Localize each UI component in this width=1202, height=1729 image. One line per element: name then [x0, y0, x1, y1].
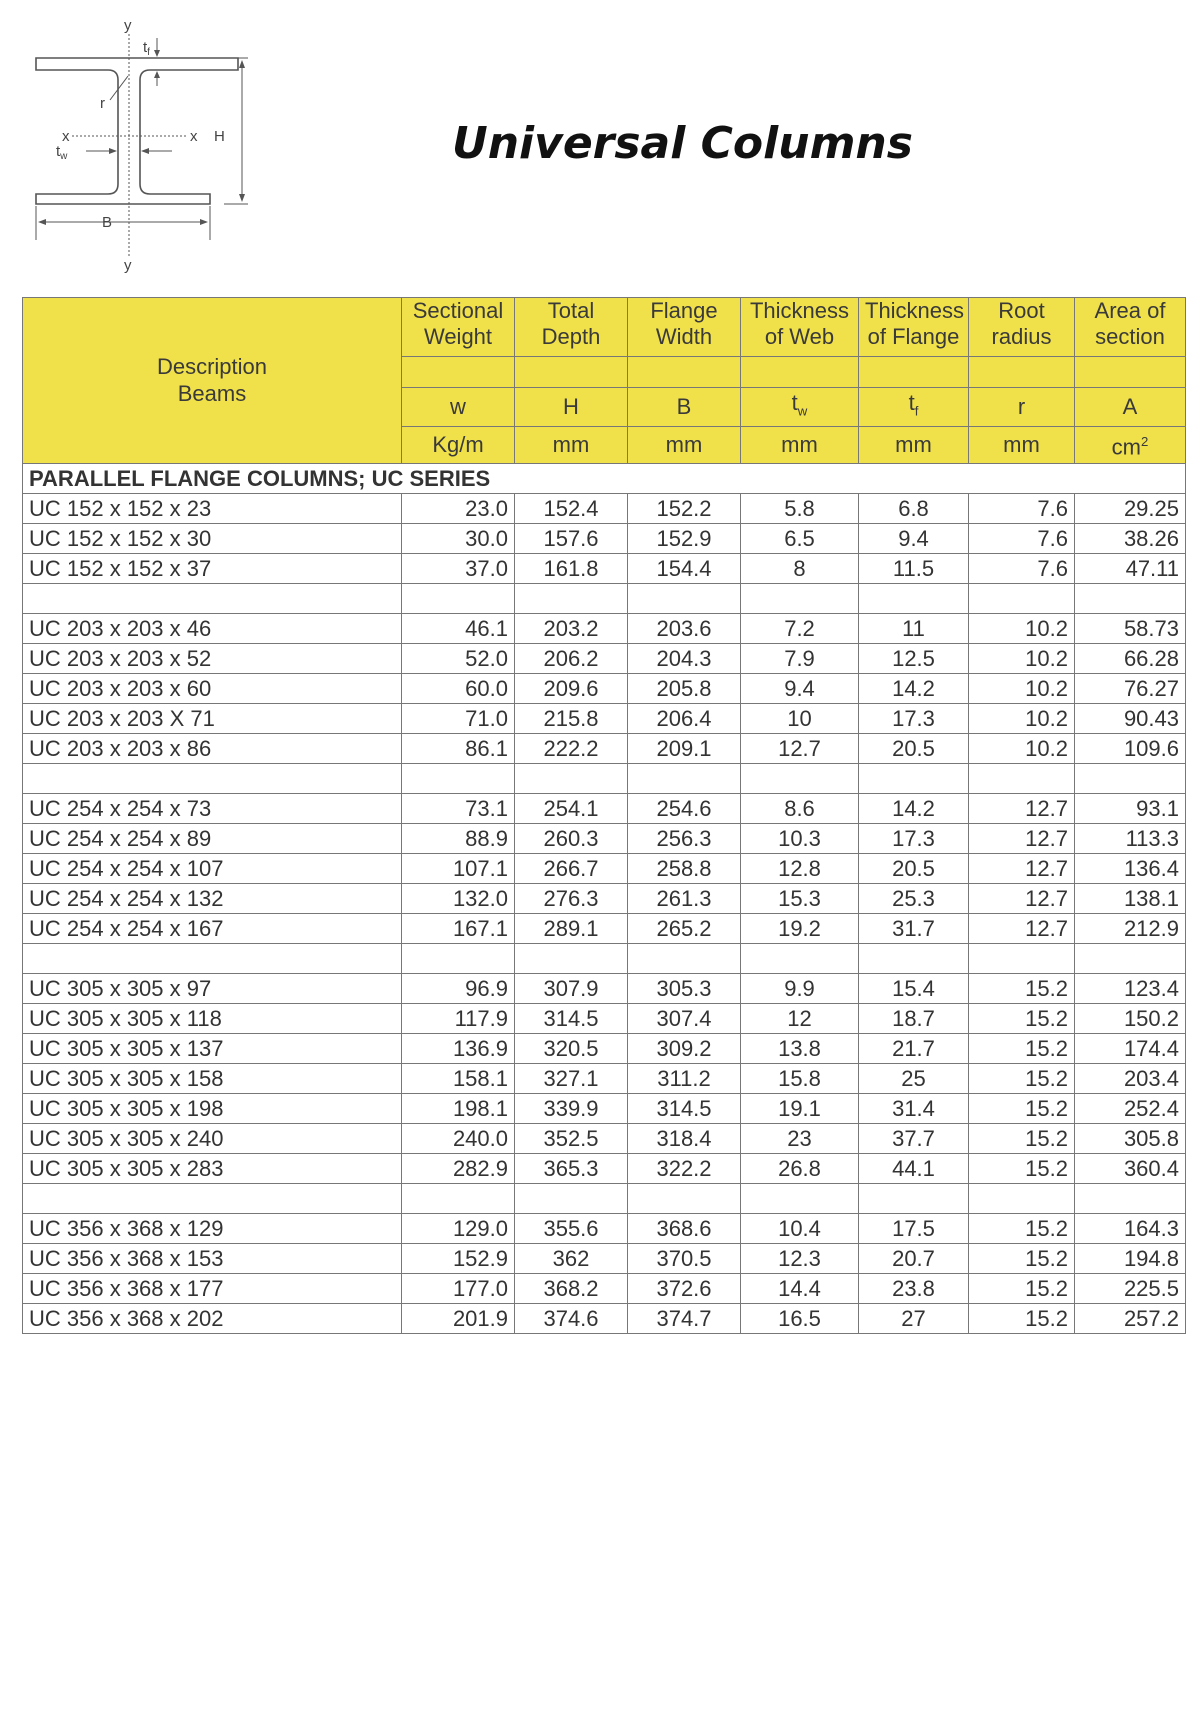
cell-designation: UC 203 x 203 x 86: [23, 733, 402, 763]
cell-flange-thickness: 11.5: [859, 553, 969, 583]
header-unit: mm: [741, 427, 859, 463]
header-unit: mm: [969, 427, 1075, 463]
cell-designation: UC 254 x 254 x 89: [23, 823, 402, 853]
table-row: [23, 613, 1186, 643]
spacer-cell: [969, 763, 1075, 793]
cell-weight: 23.0: [402, 493, 515, 523]
table-row: [23, 1093, 1186, 1123]
spacer-cell: [515, 763, 628, 793]
cell-root-radius: 7.6: [969, 553, 1075, 583]
cell-designation: UC 254 x 254 x 132: [23, 883, 402, 913]
cell-designation: UC 356 x 368 x 177: [23, 1273, 402, 1303]
spacer-cell: [515, 583, 628, 613]
table-row: [23, 823, 1186, 853]
cell-web-thickness: 9.4: [741, 673, 859, 703]
header-symbol: B: [628, 388, 741, 427]
table-row: [23, 703, 1186, 733]
cell-width: 309.2: [628, 1033, 741, 1063]
cell-root-radius: 15.2: [969, 1063, 1075, 1093]
cell-root-radius: 10.2: [969, 703, 1075, 733]
spacer-cell: [23, 1183, 402, 1213]
cell-weight: 282.9: [402, 1153, 515, 1183]
spacer-cell: [628, 583, 741, 613]
cell-root-radius: 7.6: [969, 523, 1075, 553]
cell-root-radius: 15.2: [969, 1153, 1075, 1183]
label-y-top: y: [124, 17, 132, 34]
header-symbol: w: [402, 388, 515, 427]
spacer-cell: [741, 1183, 859, 1213]
cell-width: 209.1: [628, 733, 741, 763]
label-y-bottom: y: [124, 257, 132, 274]
table-row: [23, 883, 1186, 913]
cell-width: 204.3: [628, 643, 741, 673]
cell-width: 256.3: [628, 823, 741, 853]
table-row: [23, 733, 1186, 763]
cell-width: 203.6: [628, 613, 741, 643]
cell-width: 307.4: [628, 1003, 741, 1033]
header-root-radius: Root radius: [969, 298, 1075, 357]
cell-flange-thickness: 31.7: [859, 913, 969, 943]
spacer-cell: [23, 583, 402, 613]
cell-area: 109.6: [1075, 733, 1186, 763]
cell-weight: 152.9: [402, 1243, 515, 1273]
cell-area: 66.28: [1075, 643, 1186, 673]
cell-flange-thickness: 23.8: [859, 1273, 969, 1303]
spacer-row: [23, 583, 1186, 613]
label-h: H: [214, 128, 225, 145]
cell-flange-thickness: 17.3: [859, 703, 969, 733]
label-x-left: x: [62, 128, 70, 145]
cell-depth: 365.3: [515, 1153, 628, 1183]
header-blank: [402, 357, 515, 388]
cell-area: 150.2: [1075, 1003, 1186, 1033]
cell-root-radius: 15.2: [969, 973, 1075, 1003]
spacer-cell: [969, 943, 1075, 973]
cell-designation: UC 356 x 368 x 129: [23, 1213, 402, 1243]
table-row: [23, 553, 1186, 583]
cell-web-thickness: 12.3: [741, 1243, 859, 1273]
spacer-cell: [515, 1183, 628, 1213]
cell-width: 318.4: [628, 1123, 741, 1153]
spacer-cell: [859, 583, 969, 613]
spacer-row: [23, 763, 1186, 793]
header-blank: [859, 357, 969, 388]
cell-flange-thickness: 11: [859, 613, 969, 643]
cell-width: 265.2: [628, 913, 741, 943]
spacer-cell: [628, 1183, 741, 1213]
cell-weight: 73.1: [402, 793, 515, 823]
cell-designation: UC 203 x 203 x 46: [23, 613, 402, 643]
header-blank: [969, 357, 1075, 388]
cell-designation: UC 305 x 305 x 158: [23, 1063, 402, 1093]
cell-web-thickness: 12.8: [741, 853, 859, 883]
spacer-cell: [402, 583, 515, 613]
cell-flange-thickness: 21.7: [859, 1033, 969, 1063]
cell-designation: UC 152 x 152 x 30: [23, 523, 402, 553]
cell-area: 93.1: [1075, 793, 1186, 823]
spacer-cell: [741, 943, 859, 973]
header-area-section: Area of section: [1075, 298, 1186, 357]
cell-designation: UC 254 x 254 x 167: [23, 913, 402, 943]
cell-web-thickness: 15.8: [741, 1063, 859, 1093]
cell-root-radius: 7.6: [969, 493, 1075, 523]
cell-width: 258.8: [628, 853, 741, 883]
cell-designation: UC 305 x 305 x 283: [23, 1153, 402, 1183]
cell-depth: 222.2: [515, 733, 628, 763]
spacer-cell: [969, 1183, 1075, 1213]
cell-weight: 46.1: [402, 613, 515, 643]
cell-depth: 260.3: [515, 823, 628, 853]
label-b: B: [102, 214, 113, 231]
cell-flange-thickness: 15.4: [859, 973, 969, 1003]
header-symbol: H: [515, 388, 628, 427]
table-row: [23, 1123, 1186, 1153]
cell-root-radius: 15.2: [969, 1123, 1075, 1153]
cell-web-thickness: 6.5: [741, 523, 859, 553]
cell-flange-thickness: 44.1: [859, 1153, 969, 1183]
cell-width: 205.8: [628, 673, 741, 703]
spacer-cell: [969, 583, 1075, 613]
spacer-cell: [402, 943, 515, 973]
table-row: [23, 1273, 1186, 1303]
header-unit: mm: [859, 427, 969, 463]
cell-width: 154.4: [628, 553, 741, 583]
cell-depth: 266.7: [515, 853, 628, 883]
label-tw: $t_w$: [56, 143, 68, 162]
cell-depth: 314.5: [515, 1003, 628, 1033]
cell-depth: 374.6: [515, 1303, 628, 1333]
spacer-row: [23, 943, 1186, 973]
spacer-cell: [859, 763, 969, 793]
header-symbol: A: [1075, 388, 1186, 427]
cell-weight: 198.1: [402, 1093, 515, 1123]
cell-root-radius: 12.7: [969, 793, 1075, 823]
cell-width: 314.5: [628, 1093, 741, 1123]
cell-weight: 129.0: [402, 1213, 515, 1243]
cell-flange-thickness: 9.4: [859, 523, 969, 553]
label-x-right: x: [190, 128, 198, 145]
cell-designation: UC 203 x 203 x 52: [23, 643, 402, 673]
cell-depth: 203.2: [515, 613, 628, 643]
spacer-cell: [859, 1183, 969, 1213]
header-blank: [628, 357, 741, 388]
header-blank: [515, 357, 628, 388]
header-blank: [741, 357, 859, 388]
spacer-cell: [741, 583, 859, 613]
cell-web-thickness: 8.6: [741, 793, 859, 823]
cell-area: 90.43: [1075, 703, 1186, 733]
cell-weight: 60.0: [402, 673, 515, 703]
cell-depth: 307.9: [515, 973, 628, 1003]
cell-area: 225.5: [1075, 1273, 1186, 1303]
cell-depth: 355.6: [515, 1213, 628, 1243]
cell-area: 47.11: [1075, 553, 1186, 583]
cell-designation: UC 305 x 305 x 97: [23, 973, 402, 1003]
label-r: r: [100, 95, 105, 112]
spacer-cell: [1075, 1183, 1186, 1213]
spacer-cell: [515, 943, 628, 973]
cell-depth: 215.8: [515, 703, 628, 733]
cell-designation: UC 356 x 368 x 153: [23, 1243, 402, 1273]
spacer-cell: [741, 763, 859, 793]
cell-weight: 52.0: [402, 643, 515, 673]
cell-depth: 209.6: [515, 673, 628, 703]
cell-designation: UC 305 x 305 x 198: [23, 1093, 402, 1123]
table-row: [23, 913, 1186, 943]
cell-root-radius: 10.2: [969, 613, 1075, 643]
cell-root-radius: 15.2: [969, 1213, 1075, 1243]
cell-flange-thickness: 20.5: [859, 733, 969, 763]
table-row: [23, 1063, 1186, 1093]
cell-root-radius: 15.2: [969, 1093, 1075, 1123]
cell-root-radius: 15.2: [969, 1243, 1075, 1273]
cell-depth: 161.8: [515, 553, 628, 583]
cell-area: 138.1: [1075, 883, 1186, 913]
cell-web-thickness: 7.2: [741, 613, 859, 643]
cell-flange-thickness: 18.7: [859, 1003, 969, 1033]
cell-area: 252.4: [1075, 1093, 1186, 1123]
cell-web-thickness: 26.8: [741, 1153, 859, 1183]
header-sectional-weight: Sectional Weight: [402, 298, 515, 357]
cell-flange-thickness: 25: [859, 1063, 969, 1093]
cell-area: 203.4: [1075, 1063, 1186, 1093]
cell-area: 38.26: [1075, 523, 1186, 553]
cell-designation: UC 305 x 305 x 137: [23, 1033, 402, 1063]
cell-width: 311.2: [628, 1063, 741, 1093]
cell-web-thickness: 16.5: [741, 1303, 859, 1333]
spacer-cell: [1075, 583, 1186, 613]
spacer-cell: [402, 763, 515, 793]
cell-root-radius: 12.7: [969, 823, 1075, 853]
label-tf: $t_f$: [143, 39, 150, 58]
cell-designation: UC 356 x 368 x 202: [23, 1303, 402, 1333]
cell-width: 374.7: [628, 1303, 741, 1333]
universal-columns-table: [22, 297, 1186, 1334]
cell-flange-thickness: 20.5: [859, 853, 969, 883]
table-row: [23, 1303, 1186, 1333]
cell-root-radius: 12.7: [969, 853, 1075, 883]
cell-depth: 157.6: [515, 523, 628, 553]
table-row: [23, 1243, 1186, 1273]
cell-web-thickness: 12.7: [741, 733, 859, 763]
cell-depth: 289.1: [515, 913, 628, 943]
section-title: PARALLEL FLANGE COLUMNS; UC SERIES: [23, 463, 1186, 493]
cell-weight: 30.0: [402, 523, 515, 553]
cell-area: 305.8: [1075, 1123, 1186, 1153]
cell-weight: 132.0: [402, 883, 515, 913]
cell-width: 368.6: [628, 1213, 741, 1243]
cell-designation: UC 152 x 152 x 23: [23, 493, 402, 523]
cell-root-radius: 12.7: [969, 913, 1075, 943]
cell-web-thickness: 5.8: [741, 493, 859, 523]
cell-weight: 88.9: [402, 823, 515, 853]
cell-depth: 327.1: [515, 1063, 628, 1093]
table-row: [23, 793, 1186, 823]
cell-area: 194.8: [1075, 1243, 1186, 1273]
cell-weight: 177.0: [402, 1273, 515, 1303]
cell-width: 322.2: [628, 1153, 741, 1183]
spacer-cell: [23, 763, 402, 793]
cell-area: 123.4: [1075, 973, 1186, 1003]
cell-width: 152.2: [628, 493, 741, 523]
cell-depth: 254.1: [515, 793, 628, 823]
spacer-cell: [402, 1183, 515, 1213]
cell-flange-thickness: 6.8: [859, 493, 969, 523]
cell-area: 174.4: [1075, 1033, 1186, 1063]
header-flange-width: Flange Width: [628, 298, 741, 357]
cell-width: 372.6: [628, 1273, 741, 1303]
table-header: [23, 298, 1186, 464]
cell-root-radius: 15.2: [969, 1303, 1075, 1333]
cell-designation: UC 152 x 152 x 37: [23, 553, 402, 583]
cell-depth: 368.2: [515, 1273, 628, 1303]
cell-designation: UC 203 x 203 X 71: [23, 703, 402, 733]
header-unit: mm: [515, 427, 628, 463]
cell-weight: 167.1: [402, 913, 515, 943]
cell-weight: 37.0: [402, 553, 515, 583]
cell-flange-thickness: 25.3: [859, 883, 969, 913]
table-row: [23, 673, 1186, 703]
cell-area: 58.73: [1075, 613, 1186, 643]
cell-weight: 107.1: [402, 853, 515, 883]
spacer-cell: [1075, 763, 1186, 793]
cell-area: 164.3: [1075, 1213, 1186, 1243]
cell-depth: 320.5: [515, 1033, 628, 1063]
cell-width: 254.6: [628, 793, 741, 823]
table-row: [23, 493, 1186, 523]
cell-designation: UC 305 x 305 x 240: [23, 1123, 402, 1153]
cell-root-radius: 10.2: [969, 733, 1075, 763]
cell-root-radius: 15.2: [969, 1003, 1075, 1033]
cell-weight: 96.9: [402, 973, 515, 1003]
cell-weight: 71.0: [402, 703, 515, 733]
cell-flange-thickness: 14.2: [859, 673, 969, 703]
table-row: [23, 1033, 1186, 1063]
cell-weight: 117.9: [402, 1003, 515, 1033]
cell-flange-thickness: 14.2: [859, 793, 969, 823]
cell-web-thickness: 7.9: [741, 643, 859, 673]
header-thickness-flange: Thickness of Flange: [859, 298, 969, 357]
header-unit: $cm^2$: [1075, 427, 1186, 463]
cell-area: 212.9: [1075, 913, 1186, 943]
cell-root-radius: 15.2: [969, 1033, 1075, 1063]
cell-root-radius: 10.2: [969, 673, 1075, 703]
cell-area: 76.27: [1075, 673, 1186, 703]
table-row: [23, 973, 1186, 1003]
cell-area: 360.4: [1075, 1153, 1186, 1183]
cell-depth: 362: [515, 1243, 628, 1273]
cell-web-thickness: 10.4: [741, 1213, 859, 1243]
cell-root-radius: 12.7: [969, 883, 1075, 913]
cell-depth: 206.2: [515, 643, 628, 673]
cell-web-thickness: 14.4: [741, 1273, 859, 1303]
header-symbol: r: [969, 388, 1075, 427]
cell-width: 370.5: [628, 1243, 741, 1273]
spacer-row: [23, 1183, 1186, 1213]
table-row: [23, 1213, 1186, 1243]
spacer-cell: [23, 943, 402, 973]
cell-area: 29.25: [1075, 493, 1186, 523]
header-total-depth: Total Depth: [515, 298, 628, 357]
cell-web-thickness: 10.3: [741, 823, 859, 853]
cell-web-thickness: 19.2: [741, 913, 859, 943]
table-body: [23, 463, 1186, 1333]
header-symbol: $t_f$: [859, 388, 969, 427]
cell-flange-thickness: 17.5: [859, 1213, 969, 1243]
cell-width: 261.3: [628, 883, 741, 913]
cell-flange-thickness: 27: [859, 1303, 969, 1333]
cell-root-radius: 10.2: [969, 643, 1075, 673]
cell-web-thickness: 19.1: [741, 1093, 859, 1123]
spacer-cell: [1075, 943, 1186, 973]
page-title: Universal Columns: [452, 118, 913, 169]
cell-weight: 158.1: [402, 1063, 515, 1093]
cell-designation: UC 203 x 203 x 60: [23, 673, 402, 703]
cell-web-thickness: 10: [741, 703, 859, 733]
cell-flange-thickness: 12.5: [859, 643, 969, 673]
cell-flange-thickness: 31.4: [859, 1093, 969, 1123]
cell-web-thickness: 12: [741, 1003, 859, 1033]
cell-area: 136.4: [1075, 853, 1186, 883]
cell-designation: UC 254 x 254 x 73: [23, 793, 402, 823]
table-row: [23, 523, 1186, 553]
header-symbol: $t_w$: [741, 388, 859, 427]
cell-depth: 352.5: [515, 1123, 628, 1153]
table-row: [23, 1153, 1186, 1183]
cell-area: 257.2: [1075, 1303, 1186, 1333]
i-beam-diagram: [20, 8, 260, 278]
cell-width: 206.4: [628, 703, 741, 733]
cell-web-thickness: 8: [741, 553, 859, 583]
cell-flange-thickness: 17.3: [859, 823, 969, 853]
cell-designation: UC 305 x 305 x 118: [23, 1003, 402, 1033]
cell-web-thickness: 9.9: [741, 973, 859, 1003]
cell-width: 305.3: [628, 973, 741, 1003]
cell-weight: 201.9: [402, 1303, 515, 1333]
cell-depth: 152.4: [515, 493, 628, 523]
cell-web-thickness: 13.8: [741, 1033, 859, 1063]
header-description: Description Beams: [23, 298, 402, 464]
cell-root-radius: 15.2: [969, 1273, 1075, 1303]
header-thickness-web: Thickness of Web: [741, 298, 859, 357]
cell-web-thickness: 15.3: [741, 883, 859, 913]
header-unit: Kg/m: [402, 427, 515, 463]
cell-weight: 86.1: [402, 733, 515, 763]
cell-flange-thickness: 37.7: [859, 1123, 969, 1153]
header-unit: mm: [628, 427, 741, 463]
spacer-cell: [859, 943, 969, 973]
cell-flange-thickness: 20.7: [859, 1243, 969, 1273]
cell-depth: 276.3: [515, 883, 628, 913]
header-blank: [1075, 357, 1186, 388]
cell-weight: 136.9: [402, 1033, 515, 1063]
cell-width: 152.9: [628, 523, 741, 553]
spacer-cell: [628, 763, 741, 793]
cell-depth: 339.9: [515, 1093, 628, 1123]
table-row: [23, 643, 1186, 673]
cell-area: 113.3: [1075, 823, 1186, 853]
cell-web-thickness: 23: [741, 1123, 859, 1153]
cell-weight: 240.0: [402, 1123, 515, 1153]
cell-designation: UC 254 x 254 x 107: [23, 853, 402, 883]
spacer-cell: [628, 943, 741, 973]
table-row: [23, 853, 1186, 883]
table-row: [23, 1003, 1186, 1033]
